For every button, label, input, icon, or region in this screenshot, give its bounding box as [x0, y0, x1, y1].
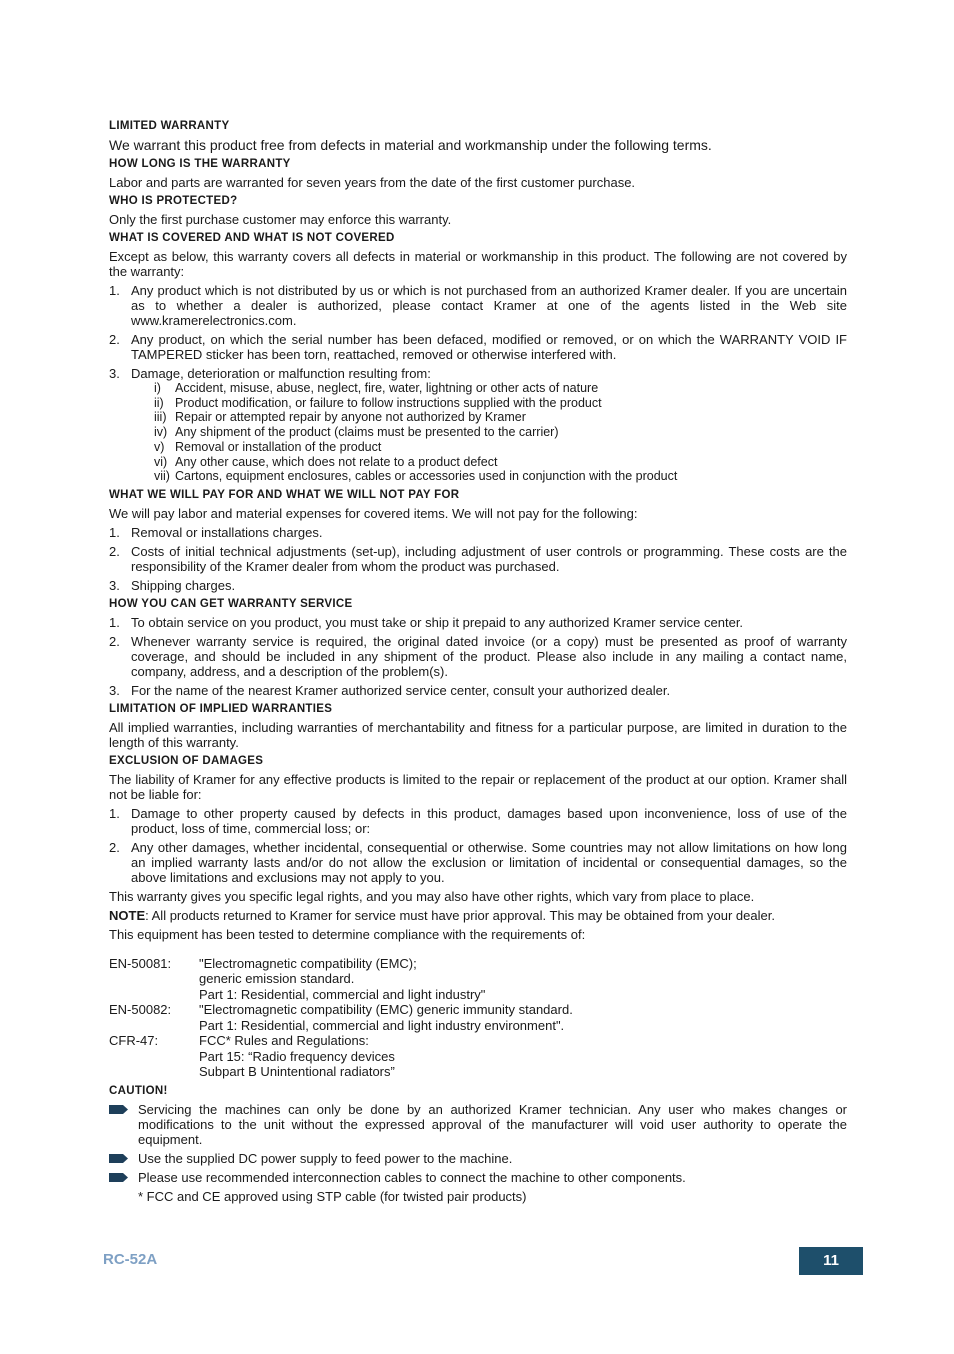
standard-description: FCC* Rules and Regulations: Part 15: “Radio frequency devices Subpart B Unintentional radiators”: [199, 1033, 395, 1080]
text-who-protected: Only the first purchase customer may enforce this warranty.: [109, 212, 452, 227]
table-row: [109, 956, 573, 1003]
not-paid-list: [109, 525, 847, 593]
table-row: [109, 1002, 573, 1033]
coverage-exclusion-list: [109, 283, 847, 484]
footer-model-name: RC-52A: [103, 1251, 158, 1268]
text-exclusion-damages: The liability of Kramer for any effective products is limited to the repair or replacement of the product at our option. Kramer shall not be liable for:: [109, 771, 847, 802]
text-implied-warranties: All implied warranties, including warranties of merchantability and fitness for a particular purpose, are limited in duration to the length of this warranty.: [109, 719, 847, 750]
list-item: iii) Repair or attempted repair by anyone not authorized by Kramer: [154, 410, 526, 425]
text-compliance: This equipment has been tested to determine compliance with the requirements of:: [109, 926, 586, 942]
list-item: 3. For the name of the nearest Kramer authorized service center, consult your authorized dealer.: [109, 682, 671, 698]
list-item: iv) Any shipment of the product (claims must be presented to the carrier): [154, 425, 559, 440]
page-number: 11: [799, 1247, 863, 1275]
list-item: 2. Whenever warranty service is required, the original dated invoice (or a copy) must be presented as proof of warranty coverage, and should be included in any shipment of the product. Please also include in any mailing a contact name, company, address, and a description of the problem(s).: [109, 633, 847, 679]
standard-code: CFR-47:: [109, 1033, 159, 1049]
list-item: 1. To obtain service on you product, you must take or ship it prepaid to any authorized Kramer service center.: [109, 614, 744, 630]
standard-description: "Electromagnetic compatibility (EMC); generic emission standard. Part 1: Residential, commercial and light industry": [199, 955, 486, 1002]
list-item: 3. Damage, deterioration or malfunction resulting from: i) Accident, misuse, abuse, neglect, fire, water, lightning or other acts of nature ii) Product modification, or failure to follow instructions supplied with the product iii) Repair or attempted repair by anyone not authorized by Kramer iv) Any shipment of the product (claims must be presented to the carrier) v) Removal or installation of the product vi) Any other cause, which does not relate to a product defect vii) Cartons, equipment enclosures, cables or accessories used in conjunction with the product: [109, 366, 847, 484]
list-item: 1. Removal or installations charges.: [109, 524, 323, 540]
heading-warranty-service: HOW YOU CAN GET WARRANTY SERVICE: [109, 597, 353, 610]
list-item: vi) Any other cause, which does not relate to a product defect: [154, 454, 498, 469]
warranty-document: [109, 119, 847, 1204]
standards-table: [109, 956, 573, 1080]
list-item: Please use recommended interconnection cables to connect the machine to other components.: [109, 1170, 847, 1185]
note-text: : All products returned to Kramer for service must have prior approval. This may be obtained from your dealer.: [145, 907, 775, 923]
footnote: * FCC and CE approved using STP cable (for twisted pair products): [138, 1188, 527, 1204]
heading-caution: CAUTION!: [109, 1084, 168, 1097]
heading-limited-warranty: LIMITED WARRANTY: [109, 120, 230, 132]
list-item: Servicing the machines can only be done by an authorized Kramer technician. Any user who makes changes or modifications to the unit without the expressed approval of the manufacturer will void user authority to operate the equipment.: [109, 1102, 847, 1147]
arrow-bullet-icon: [109, 1154, 128, 1163]
list-item: 2. Any other damages, whether incidental, consequential or otherwise. Some countries may not allow limitations on how long an implied warranty lasts and/or do not allow the exclusion or limitation of incidental or consequential damages, so the above limitations and exclusions may not apply to you.: [109, 839, 847, 885]
arrow-bullet-icon: [109, 1173, 128, 1182]
heading-what-we-pay: WHAT WE WILL PAY FOR AND WHAT WE WILL NOT PAY FOR: [109, 488, 460, 501]
heading-implied-warranties: LIMITATION OF IMPLIED WARRANTIES: [109, 702, 333, 715]
text-limited-warranty: We warrant this product free from defects in material and workmanship under the following terms.: [109, 137, 712, 153]
note: [109, 908, 847, 923]
text-what-we-pay: We will pay labor and material expenses for covered items. We will not pay for the following:: [109, 505, 638, 521]
list-item: 3. Shipping charges.: [109, 577, 236, 593]
heading-coverage: WHAT IS COVERED AND WHAT IS NOT COVERED: [109, 232, 395, 244]
damages-list: [109, 806, 847, 885]
list-item: v) Removal or installation of the product: [154, 439, 382, 454]
text-warranty-length: Labor and parts are warranted for seven years from the date of the first customer purchase.: [109, 175, 636, 190]
warranty-service-list: [109, 615, 847, 698]
list-item: Use the supplied DC power supply to feed power to the machine.: [109, 1151, 847, 1166]
list-item: 2. Any product, on which the serial number has been defaced, modified or removed, or on which the WARRANTY VOID IF TAMPERED sticker has been torn, reattached, removed or otherwise interfered with.: [109, 332, 847, 362]
note-label: NOTE: [109, 907, 146, 923]
standard-code: EN-50081:: [109, 955, 172, 971]
text-coverage: Except as below, this warranty covers all defects in material or workmanship in this product. The following are not covered by the warranty:: [109, 249, 847, 279]
text-legal-rights: This warranty gives you specific legal rights, and you may also have other rights, which vary from place to place.: [109, 888, 755, 904]
list-item: 1. Damage to other property caused by defects in this product, damages based upon inconvenience, loss of use of the product, loss of time, commercial loss; or:: [109, 805, 847, 836]
table-row: [109, 1033, 573, 1080]
heading-exclusion-damages: EXCLUSION OF DAMAGES: [109, 754, 264, 767]
list-item: 1. Any product which is not distributed by us or which is not purchased from an authorized Kramer dealer. If you are uncertain as to whether a dealer is authorized, please contact Kramer at one of the agents listed in the Web site www.kramerelectronics.com.: [109, 283, 847, 328]
standard-code: EN-50082:: [109, 1002, 172, 1018]
arrow-bullet-icon: [109, 1105, 128, 1114]
list-item: 2. Costs of initial technical adjustments (set-up), including adjustment of user controls or programming. These costs are the responsibility of the Kramer dealer from whom the product was purchased.: [109, 543, 847, 574]
damage-causes-list: [131, 381, 847, 484]
list-item: ii) Product modification, or failure to follow instructions supplied with the product: [154, 395, 602, 410]
heading-who-protected: WHO IS PROTECTED?: [109, 195, 238, 207]
caution-list: [109, 1102, 847, 1185]
standard-description: "Electromagnetic compatibility (EMC) generic immunity standard. Part 1: Residential, commercial and light industry environment".: [199, 1002, 573, 1033]
list-item: vii) Cartons, equipment enclosures, cables or accessories used in conjunction with the product: [154, 469, 678, 484]
list-item: i) Accident, misuse, abuse, neglect, fire, water, lightning or other acts of nature: [154, 381, 599, 395]
heading-warranty-length: HOW LONG IS THE WARRANTY: [109, 158, 291, 170]
